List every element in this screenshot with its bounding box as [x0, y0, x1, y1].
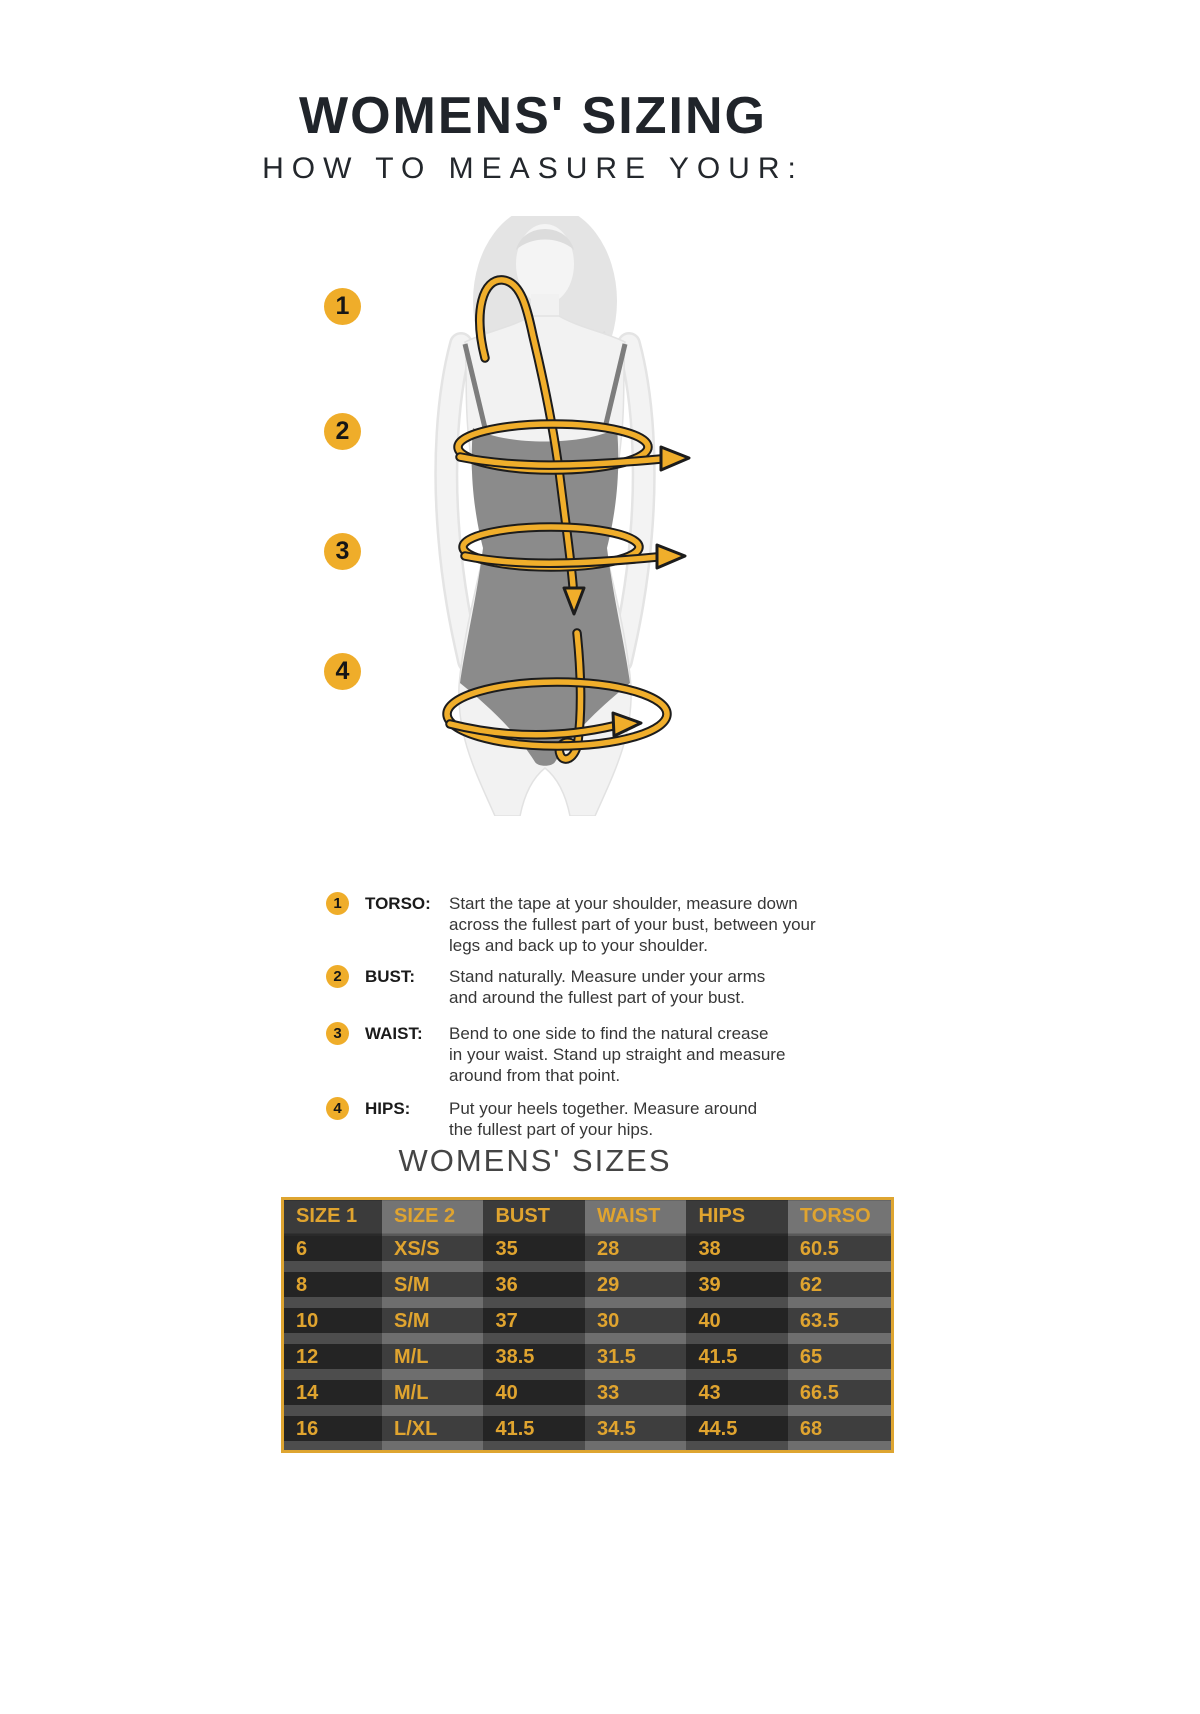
figure-badge-4: 4 [324, 653, 361, 690]
cell-hips: 43 [686, 1380, 787, 1416]
cell-size1: 8 [283, 1272, 382, 1308]
figure-badge-2: 2 [324, 413, 361, 450]
page-subtitle: HOW TO MEASURE YOUR: [262, 152, 804, 185]
cell-waist: 30 [585, 1308, 686, 1344]
instruction-badge-1: 1 [326, 892, 349, 915]
measurement-figure [385, 216, 705, 816]
table-row [283, 1308, 893, 1344]
cell-size2: XS/S [382, 1236, 483, 1272]
text-line: the fullest part of your hips. [449, 1120, 654, 1139]
header-waist: WAIST [585, 1199, 686, 1236]
instruction-label-bust: BUST: [365, 967, 416, 986]
instruction-label-waist: WAIST: [365, 1024, 423, 1043]
cell-hips: 40 [686, 1308, 787, 1344]
table-row [283, 1416, 893, 1452]
sizes-table-title: WOMENS' SIZES [398, 1143, 672, 1178]
table-header-row [283, 1199, 893, 1236]
cell-hips: 41.5 [686, 1344, 787, 1380]
text-line: Stand naturally. Measure under your arms [449, 967, 766, 986]
instruction-text-bust [449, 966, 819, 1008]
cell-size1: 14 [283, 1380, 382, 1416]
header-hips: HIPS [686, 1199, 787, 1236]
woman-figure-illustration [385, 216, 705, 816]
cell-torso: 65 [788, 1344, 893, 1380]
instruction-label-torso: TORSO: [365, 894, 431, 913]
instruction-hips [326, 1098, 819, 1140]
instruction-bust [326, 966, 819, 1008]
instruction-badge-2: 2 [326, 965, 349, 988]
text-line: Put your heels together. Measure around [449, 1099, 758, 1118]
cell-bust: 36 [483, 1272, 584, 1308]
cell-size1: 10 [283, 1308, 382, 1344]
text-line: and around the fullest part of your bust. [449, 988, 745, 1007]
cell-size2: S/M [382, 1308, 483, 1344]
cell-size2: M/L [382, 1380, 483, 1416]
cell-size2: S/M [382, 1272, 483, 1308]
cell-waist: 31.5 [585, 1344, 686, 1380]
header-size1: SIZE 1 [283, 1199, 382, 1236]
instruction-text-waist [449, 1023, 819, 1086]
instruction-badge-3: 3 [326, 1022, 349, 1045]
text-line: Start the tape at your shoulder, measure down [449, 894, 798, 913]
cell-bust: 35 [483, 1236, 584, 1272]
table-row [283, 1272, 893, 1308]
figure-badge-3: 3 [324, 533, 361, 570]
text-line: in your waist. Stand up straight and measure [449, 1045, 786, 1064]
instruction-waist [326, 1023, 819, 1086]
cell-size1: 6 [283, 1236, 382, 1272]
womens-sizes-table [281, 1197, 894, 1453]
cell-waist: 33 [585, 1380, 686, 1416]
cell-waist: 34.5 [585, 1416, 686, 1452]
cell-hips: 39 [686, 1272, 787, 1308]
text-line: legs and back up to your shoulder. [449, 936, 708, 955]
text-line: around from that point. [449, 1066, 621, 1085]
cell-torso: 62 [788, 1272, 893, 1308]
cell-bust: 41.5 [483, 1416, 584, 1452]
cell-bust: 38.5 [483, 1344, 584, 1380]
figure-badge-1: 1 [324, 288, 361, 325]
instruction-text-torso [449, 893, 819, 956]
table-row [283, 1236, 893, 1272]
cell-torso: 63.5 [788, 1308, 893, 1344]
header-torso: TORSO [788, 1199, 893, 1236]
header-bust: BUST [483, 1199, 584, 1236]
text-line: across the fullest part of your bust, between your [449, 915, 816, 934]
cell-size1: 16 [283, 1416, 382, 1452]
instruction-text-hips [449, 1098, 819, 1140]
instruction-label-hips: HIPS: [365, 1099, 411, 1118]
text-line: Bend to one side to find the natural crease [449, 1024, 769, 1043]
cell-waist: 29 [585, 1272, 686, 1308]
cell-torso: 60.5 [788, 1236, 893, 1272]
page-title: WOMENS' SIZING [299, 87, 767, 145]
cell-hips: 44.5 [686, 1416, 787, 1452]
header-size2: SIZE 2 [382, 1199, 483, 1236]
instruction-badge-4: 4 [326, 1097, 349, 1120]
table-row [283, 1380, 893, 1416]
cell-size2: M/L [382, 1344, 483, 1380]
table-row [283, 1344, 893, 1380]
cell-bust: 37 [483, 1308, 584, 1344]
cell-torso: 66.5 [788, 1380, 893, 1416]
cell-torso: 68 [788, 1416, 893, 1452]
instruction-torso [326, 893, 819, 956]
cell-waist: 28 [585, 1236, 686, 1272]
cell-hips: 38 [686, 1236, 787, 1272]
cell-bust: 40 [483, 1380, 584, 1416]
cell-size2: L/XL [382, 1416, 483, 1452]
cell-size1: 12 [283, 1344, 382, 1380]
